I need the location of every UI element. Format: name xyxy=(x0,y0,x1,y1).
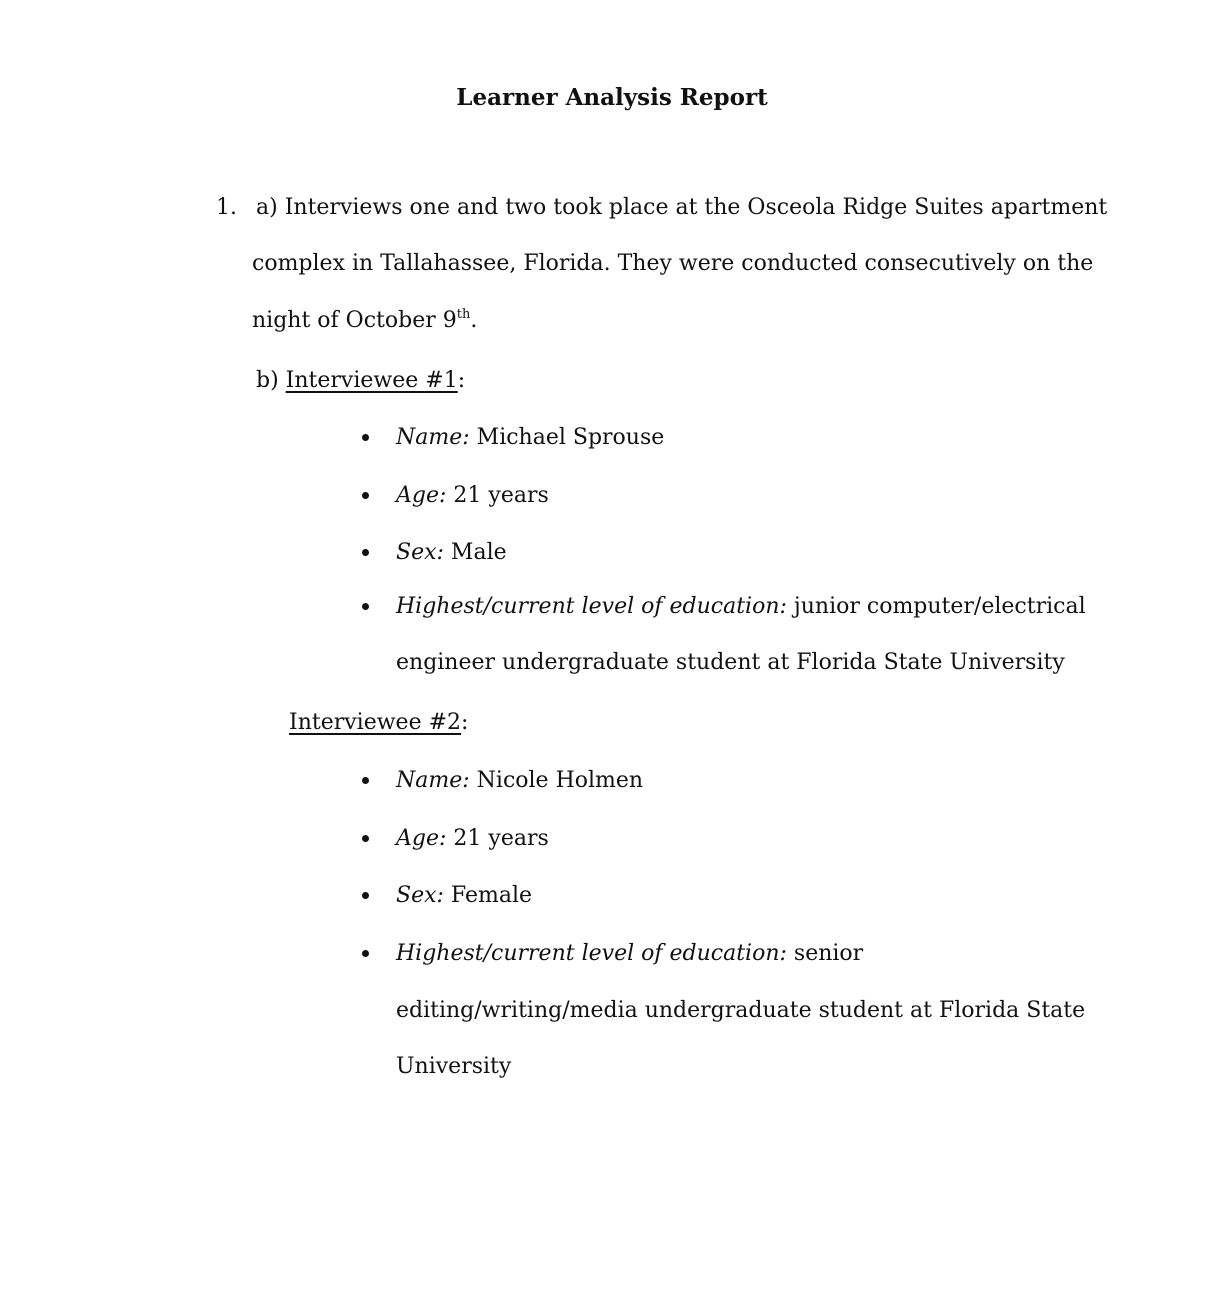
name-value: Michael Sprouse xyxy=(476,425,665,450)
interviewee-1-heading: Interviewee #1 xyxy=(285,368,458,393)
heading-colon: : xyxy=(457,368,466,393)
part-b-label: b) xyxy=(256,368,279,393)
bullet-icon xyxy=(362,549,369,556)
part-b-heading xyxy=(256,366,465,396)
sex-value: Male xyxy=(450,540,507,565)
bullet-icon xyxy=(362,492,369,499)
list-item-number: 1. xyxy=(216,195,237,220)
interviewee-1-name xyxy=(396,423,664,453)
part-a-period: . xyxy=(470,308,478,333)
sex-label: Sex: xyxy=(396,883,444,908)
interviewee-1-age xyxy=(396,481,549,511)
bullet-icon xyxy=(362,434,369,441)
interviewee-2-heading: Interviewee #2 xyxy=(289,710,462,735)
sex-value: Female xyxy=(450,883,533,908)
bullet-icon xyxy=(362,603,369,610)
interviewee-2-education xyxy=(396,939,863,969)
interviewee-2-education-cont-2: University xyxy=(396,1054,512,1079)
bullet-icon xyxy=(362,777,369,784)
part-a-text-3: night of October 9 xyxy=(252,308,457,333)
bullet-icon xyxy=(362,950,369,957)
ordinal-suffix: th xyxy=(456,307,471,322)
education-value-1: senior xyxy=(793,941,864,966)
bullet-icon xyxy=(362,892,369,899)
part-a-text-1: Interviews one and two took place at the Osceola Ridge Suites apartment xyxy=(284,195,1108,220)
part-a-line-1 xyxy=(256,193,1107,223)
age-label: Age: xyxy=(396,483,447,508)
interviewee-1-education xyxy=(396,592,1086,622)
interviewee-2-name xyxy=(396,766,643,796)
interviewee-2-heading-line xyxy=(289,708,468,738)
education-label: Highest/current level of education: xyxy=(396,594,787,619)
part-a-label: a) xyxy=(256,195,278,220)
age-value: 21 years xyxy=(453,826,549,851)
heading-colon: : xyxy=(461,710,469,735)
name-label: Name: xyxy=(396,425,470,450)
interviewee-2-education-cont: editing/writing/media undergraduate student at Florida State xyxy=(396,998,1086,1023)
education-label: Highest/current level of education: xyxy=(396,941,787,966)
education-value-1: junior computer/electrical xyxy=(793,594,1086,619)
part-a-line-2: complex in Tallahassee, Florida. They were conducted consecutively on the xyxy=(252,251,1094,276)
name-label: Name: xyxy=(396,768,470,793)
interviewee-1-education-cont: engineer undergraduate student at Florida State University xyxy=(396,650,1065,675)
part-a-line-3 xyxy=(252,306,477,336)
sex-label: Sex: xyxy=(396,540,444,565)
age-label: Age: xyxy=(396,826,447,851)
interviewee-2-sex xyxy=(396,881,532,911)
interviewee-2-age xyxy=(396,824,549,854)
age-value: 21 years xyxy=(453,483,549,508)
bullet-icon xyxy=(362,835,369,842)
name-value: Nicole Holmen xyxy=(476,768,644,793)
interviewee-1-sex xyxy=(396,538,507,568)
page-title: Learner Analysis Report xyxy=(456,84,768,111)
